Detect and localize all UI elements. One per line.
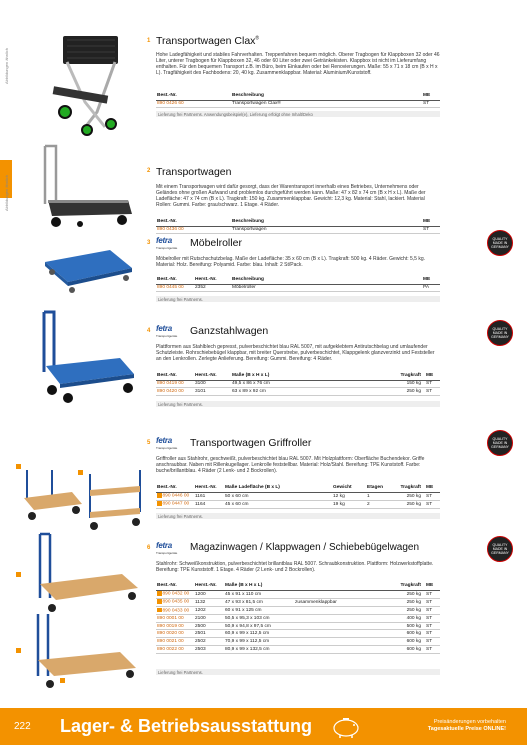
variant-tag: [157, 501, 162, 506]
table-row[interactable]: 890 0445 00 2352 Möbelroller PA: [156, 284, 440, 292]
table-row[interactable]: 890 0001 00 2100 50,5 x 95,3 x 103 cm 400 kg ST: [156, 614, 440, 622]
section-title: Lager- & Betriebsausstattung: [60, 716, 313, 736]
product-image-ganzstahlwagen: [38, 308, 138, 406]
product-description: Möbelroller mit Rutschschutzbelag. Maße der Ladefläche: 35 x 60 cm (B x L). Tragkraft: 500 kg. 4 Räder. Gewicht: 5,5 kg. Material: Holz. Bereifung: Polyamid. Farbe: blau. Inhalt: 2 St/Pack.: [156, 256, 426, 269]
variant-tag: [157, 591, 162, 596]
table-row[interactable]: 890 0447 00 1164 45 x 60 cm 19 kg 2 250 kg ST: [156, 500, 440, 508]
brand-subtitle: Transportgeräte: [156, 246, 178, 250]
table-row[interactable]: 890 0432 00 1200 45 x 91 x 110 cm 250 kg ST: [156, 590, 440, 598]
product-title: Magazinwagen / Klappwagen / Schiebebügelwagen: [190, 542, 420, 553]
quality-badge: QUALITY MADE IN GERMANY: [487, 536, 513, 562]
product-number: 1: [147, 38, 151, 44]
product-number: 2: [147, 168, 151, 174]
brand-subtitle: Transportgeräte: [156, 551, 178, 555]
product-number: 6: [147, 545, 151, 551]
side-note-1: Abbildungen ähnlich: [4, 48, 9, 85]
variant-tag: [157, 493, 162, 498]
page-number: 222: [14, 721, 31, 732]
product-image-transportwagen: [40, 142, 135, 232]
table-row[interactable]: 890 0446 00 1161 50 x 60 cm 12 kg 1 250 kg ST: [156, 492, 440, 500]
table-row[interactable]: 890 0420 00 3101 63 x 89 x 92 cm 250 kg ST: [156, 388, 440, 396]
table-row[interactable]: 890 0419 00 3100 49,5 x 86 x 76 cm 150 kg ST: [156, 380, 440, 388]
product-title: Transportwagen Griffroller: [190, 437, 312, 449]
product-description: Hohe Ladegfähigkeit und stabiles Fahrverhalten. Treppenfahren bequem möglich. Oberer Tragbogen für Klappboxen 32 oder 46 Liter, unterer Tragbogen für Klappboxen 32, 46 oder 60 Liter oder zwei Getränkekisten. Klappbox ist nicht im Lieferumfang enthalten. Für den bequemen Transport z.B. im Büro, beim Einkaufen oder bei Renovierungen. Maße: 55 x 71 x 18 cm (B x H x L). Tragfähigkeit des Fachbodens: 20, 40 kg. Zusammenklappbar. Material: Aluminium/Kunststoff.: [156, 52, 440, 77]
piggy-bank-icon: [330, 714, 362, 739]
product-title: Transportwagen Clax®: [156, 35, 260, 47]
product-table: Best.-Nr. Herst.-Nr. Maße (B x H x L) Tragkraft ME 890 0419 00 3100 49,5 x 86 x 76 cm 150 kg ST 890 0420 00 3101 63 x 89 x 92 cm 250 kg ST: [156, 372, 440, 396]
table-row[interactable]: 890 0433 00 1202 60 x 91 x 125 cm 250 kg ST: [156, 606, 440, 614]
variant-tag: [157, 608, 162, 613]
product-table: Best.-Nr. Herst.-Nr. Maße Ladefläche (B x L) Gewicht Etagen Tragkraft ME 890 0446 00 1161 50 x 60 cm 12 kg 1 250 kg ST 890 0447 00 1164 45 x 60 cm 19 kg 2 250 kg ST: [156, 484, 440, 509]
brand-logo: fetra: [156, 541, 172, 550]
brand-logo: fetra: [156, 436, 172, 445]
variant-tag: [157, 599, 162, 604]
table-row[interactable]: 890 0426 60 Transportwagen Clax® ST: [156, 100, 440, 108]
table-footnote: Lieferung frei Partnerns. Anwendungsbeispiel(e), Lieferung erfolgt ohne Inhalt/Deko: [156, 111, 440, 117]
side-note-2: Abbildungen ähnlich: [4, 175, 9, 212]
table-footnote: Lieferung frei Partnerns.: [156, 401, 440, 407]
product-image-moebelroller: [40, 240, 135, 300]
product-table: Best.-Nr. Herst.-Nr. Maße (B x H x L) Tragkraft ME 890 0432 00 1200 45 x 91 x 110 cm 250 kg ST 890 0435 00 1132 47 x 93 x 81,5 cm zusammenklappbar 250 kg ST 890 0433 00 1202 60 x 91 x 125 cm 250 kg ST 890 0001 00 2100 50,5 x 95,3 x 103 cm 400 kg ST 890 0019 00 2500 50,9 x 94,8 x 97,5 cm 500 kg ST 890 0020 00 2501 60,9 x 99 x 112,5 cm 600 kg ST 890 0021 00 2502 70,9 x 99 x 112,5 cm 600 kg ST 890 0022 00 2503 80,9 x 99 x 132,5 cm 600 kg ST: [156, 582, 440, 654]
brand-logo: fetra: [156, 324, 172, 333]
product-description: Griffroller aus Stahlrohr, geschweißt, pulverbeschichtet blau RAL 5007. Mit Holzplattform: Oberfläche Buchendekor. Griffe anschraubbar. Naben mit Rillenkugellager. Lenkrolle feststellbar. Material: Holz/Stahl. Bereifung: TPE Kunststoff. Farbe: buche/brillantblau. 4 Räder (2 Lenk- und 2 Bockrollen).: [156, 456, 425, 475]
table-row[interactable]: 890 0020 00 2501 60,9 x 99 x 112,5 cm 600 kg ST: [156, 630, 440, 638]
table-footnote: Lieferung frei Partnerns.: [156, 669, 440, 675]
quality-badge: QUALITY MADE IN GERMANY: [487, 430, 513, 456]
quality-badge: QUALITY MADE IN GERMANY: [487, 320, 513, 346]
product-title: Ganzstahlwagen: [190, 325, 269, 337]
table-row[interactable]: 890 0019 00 2500 50,9 x 94,8 x 97,5 cm 500 kg ST: [156, 622, 440, 630]
product-table: Best.-Nr. Beschreibung ME 890 0426 60 Transportwagen Clax® ST: [156, 92, 440, 108]
product-image-magazinwagen: [12, 528, 147, 703]
table-row[interactable]: 890 0021 00 2502 70,9 x 99 x 112,5 cm 600 kg ST: [156, 638, 440, 646]
brand-logo: fetra: [156, 236, 172, 245]
product-description: Stahlrohr: Schweißkonstruktion, pulverbeschichtet brillantblau RAL 5007. Schraubkonstruktion. Plattform: Holzwerkstoffplatte. Bereifung: TPE Kunststoff. 1 Etage. 4 Räder (2 Lenk- und 2 Bockrollen).: [156, 561, 434, 574]
table-row[interactable]: 890 0436 00 Transportwagen ST: [156, 226, 440, 234]
product-title: Transportwagen: [156, 166, 232, 178]
product-number: 4: [147, 328, 151, 334]
product-table: Best.-Nr. Beschreibung ME 890 0436 00 Transportwagen ST: [156, 218, 440, 234]
table-row[interactable]: 890 0022 00 2503 80,9 x 99 x 132,5 cm 600 kg ST: [156, 646, 440, 654]
product-number: 3: [147, 240, 151, 246]
product-image-clax: [45, 32, 135, 137]
table-footnote: Lieferung frei Partnerns.: [156, 296, 440, 302]
product-description: Plattformen aus Stahlblech gepresst, pulverbeschichtet blau RAL 5007, mit aufgeklebtem Antirutschbelag und umlaufender Schutzleiste. Rohrschiebebügel klappbar, mit breiter Querstrebe, pulverbeschichtet, Klappgelenk glanzverzinkt und Feststeller an den Lenkrollen. Zerlegte Anlieferung. Bereifung: Gummi. Bereifung: 4 Räder.: [156, 344, 435, 363]
brand-subtitle: Transportgeräte: [156, 334, 178, 338]
product-number: 5: [147, 440, 151, 446]
product-description: Mit einem Transportwagen wird dafür gesorgt, dass der Warentransport innerhalb eines Betriebes, Unternehmens oder Geländes ohne großen Aufwand und problemlos durchgeführt werden kann. Maße: 47 x 82 x 74 cm (B x H x L). Maße der Ladefläche: 47 x 74 cm (B x L). Tragkraft: 150 kg. Zusammenklappbar. Gewicht: 12,3 kg. Material: Stahl, lackiert. Material Rollen: Gummi. Farbe: grau/schwarz. 1 Etage. 4 Räder.: [156, 184, 426, 209]
page-footer: [0, 708, 527, 745]
table-footnote: Lieferung frei Partnerns.: [156, 513, 440, 519]
table-row[interactable]: 890 0435 00 1132 47 x 93 x 81,5 cm zusammenklappbar 250 kg ST: [156, 598, 440, 606]
price-note: Preisänderungen vorbehalten Tagesaktuelle Preise ONLINE!: [427, 719, 506, 732]
product-table: Best.-Nr. Herst.-Nr. Beschreibung ME 890 0445 00 2352 Möbelroller PA: [156, 276, 440, 292]
brand-subtitle: Transportgeräte: [156, 446, 178, 450]
quality-badge: QUALITY MADE IN GERMANY: [487, 230, 513, 256]
product-title: Möbelroller: [190, 237, 242, 249]
